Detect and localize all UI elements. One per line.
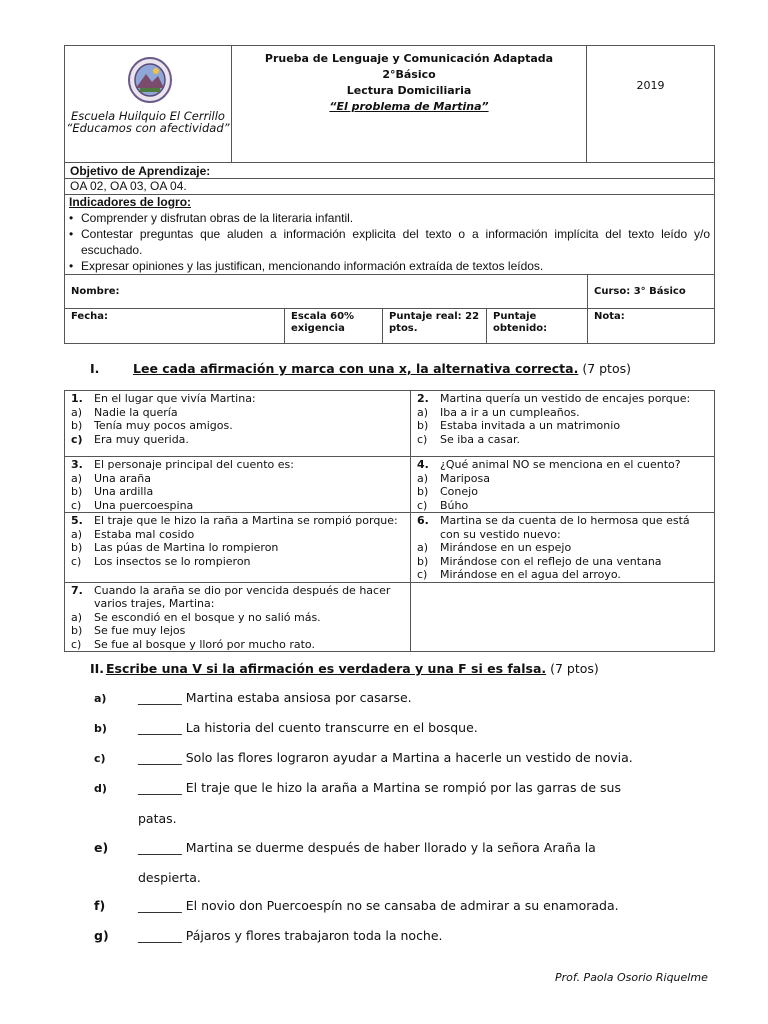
option-label: b)	[71, 624, 83, 637]
question-text: Martina se da cuenta de lo hermosa que está con su vestido nuevo:	[440, 514, 690, 541]
tf-label: e)	[94, 840, 109, 855]
option-label: c)	[417, 432, 428, 446]
tf-statement-continuation: patas.	[138, 811, 177, 826]
question-4	[411, 457, 715, 513]
answer-blank[interactable]: _______	[138, 780, 182, 795]
indicators-list	[69, 210, 710, 274]
tf-item-a	[94, 690, 714, 706]
school-logo-icon	[126, 56, 174, 104]
option-label: c)	[71, 432, 83, 446]
question-5	[65, 513, 411, 583]
option-label: b)	[71, 419, 83, 432]
tf-statement: Martina estaba ansiosa por casarse.	[185, 690, 412, 705]
option[interactable]	[71, 419, 407, 433]
tf-statement: Solo las flores lograron ayudar a Martina a hacerle un vestido de novia.	[185, 750, 633, 765]
tf-item-e	[94, 840, 714, 885]
question-number: 3.	[71, 458, 83, 471]
question-number: 7.	[71, 583, 83, 597]
option-label: b)	[417, 485, 429, 498]
option-text: Se fue al bosque y lloró por mucho rato.	[94, 637, 315, 651]
section-2-points: (7 ptos)	[546, 661, 599, 676]
option[interactable]	[417, 499, 711, 513]
question-text: Martina quería un vestido de encajes porque:	[440, 392, 691, 405]
objective-cell	[65, 163, 715, 179]
option[interactable]	[71, 499, 407, 513]
obtained-score-field[interactable]	[487, 309, 588, 344]
grade-label: Nota:	[594, 311, 625, 322]
obtained-score-label: Puntaje obtenido:	[493, 311, 548, 334]
option[interactable]	[71, 541, 407, 555]
indicators-label: Indicadores de logro:	[69, 195, 192, 209]
question-number: 2.	[417, 392, 429, 405]
option-text: Se escondió en el bosque y no salió más.	[94, 610, 321, 624]
option-label: a)	[71, 471, 83, 485]
author-footer: Prof. Paola Osorio Riquelme	[555, 971, 708, 984]
option-label: a)	[71, 405, 83, 419]
question-number: 4.	[417, 458, 429, 471]
option[interactable]	[71, 472, 407, 486]
tf-statement: El novio don Puercoespín no se cansaba de admirar a su enamorada.	[185, 898, 619, 913]
tf-statement: El traje que le hizo la araña a Martina se rompió por las garras de sus	[185, 780, 621, 795]
option-text: Era muy querida.	[94, 432, 189, 446]
section-1-numeral: I.	[90, 361, 100, 376]
tf-label: f)	[94, 898, 106, 913]
option[interactable]	[71, 555, 407, 569]
tf-statement-continuation: despierta.	[138, 870, 201, 885]
name-label: Nombre:	[71, 286, 120, 297]
title-line-2: 2°Básico	[382, 68, 436, 81]
option-label: b)	[417, 554, 429, 568]
answer-blank[interactable]: _______	[138, 840, 182, 855]
option-label: c)	[417, 498, 428, 512]
indicator-item: • Comprender y disfrutan obras de la literaria infantil.	[69, 210, 710, 226]
empty-cell	[411, 582, 715, 652]
option-text: Conejo	[440, 485, 478, 498]
option-text: Nadie la quería	[94, 405, 178, 419]
option-text: Mirándose con el reflejo de una ventana	[440, 554, 662, 568]
option-label: a)	[417, 405, 429, 419]
option[interactable]	[71, 485, 407, 499]
option[interactable]	[71, 528, 407, 542]
title-line-3: Lectura Domiciliaria	[346, 84, 472, 97]
section-1-instruction: Lee cada afirmación y marca con una x, la alternativa correcta.	[133, 361, 579, 376]
option-text: Mirándose en un espejo	[440, 541, 572, 554]
option-text: Tenía muy pocos amigos.	[94, 419, 233, 432]
title-line-1: Prueba de Lenguaje y Comunicación Adaptada	[264, 52, 554, 65]
option-label: a)	[71, 610, 83, 624]
option[interactable]	[71, 433, 407, 447]
option[interactable]	[417, 433, 711, 447]
option-text: Mirándose en el agua del arroyo.	[440, 568, 621, 581]
option-text: Búho	[440, 498, 469, 512]
objective-codes: OA 02, OA 03, OA 04.	[65, 179, 715, 195]
question-text: ¿Qué animal NO se menciona en el cuento?	[440, 458, 681, 471]
tf-label: g)	[94, 928, 109, 943]
answer-blank[interactable]: _______	[138, 928, 182, 943]
school-name-text: Escuela Huilquio El Cerrillo	[71, 109, 225, 123]
question-text: En el lugar que vivía Martina:	[94, 392, 256, 405]
indicators-cell	[65, 195, 715, 275]
option[interactable]	[417, 485, 711, 499]
test-title	[232, 46, 587, 163]
option-label: c)	[71, 554, 82, 568]
option-label: b)	[71, 541, 83, 554]
option-label: b)	[417, 419, 429, 432]
option[interactable]	[71, 611, 407, 625]
question-text: Cuando la araña se dio por vencida después de hacer varios trajes, Martina:	[94, 583, 391, 610]
option-label: a)	[71, 527, 83, 541]
real-score-label: Puntaje real: 22 ptos.	[383, 309, 487, 344]
option-text: Una ardilla	[94, 485, 154, 498]
option-text: Mariposa	[440, 471, 490, 485]
option-label: c)	[417, 568, 428, 581]
question-1	[65, 391, 411, 457]
tf-item-d	[94, 780, 714, 826]
student-info-table	[64, 274, 715, 344]
option-text: Una puercoespina	[94, 498, 194, 512]
indicator-item: • Expresar opiniones y las justifican, mencionando información extraída de textos leídos.	[69, 258, 710, 274]
question-text: El traje que le hizo la raña a Martina se rompió porque:	[94, 514, 398, 527]
answer-blank[interactable]: _______	[138, 750, 182, 765]
option-text: Se fue muy lejos	[94, 624, 186, 637]
objective-label: Objetivo de Aprendizaje:	[70, 164, 211, 178]
school-cell	[65, 46, 232, 163]
answer-blank[interactable]: _______	[138, 720, 182, 735]
tf-statement: La historia del cuento transcurre en el bosque.	[185, 720, 478, 735]
tf-label: a)	[94, 692, 107, 705]
question-number: 6.	[417, 514, 429, 527]
option-label: b)	[71, 485, 83, 498]
question-2	[411, 391, 715, 457]
questions-table	[64, 390, 715, 652]
option-label: c)	[71, 637, 82, 651]
option[interactable]	[417, 406, 711, 420]
option-text: Estaba mal cosido	[94, 527, 195, 541]
indicator-item: • Contestar preguntas que aluden a información explicita del texto o a información implícita del texto leído y/o escuchado.	[69, 226, 710, 258]
option-text: Iba a ir a un cumpleaños.	[440, 405, 580, 419]
date-field[interactable]	[65, 309, 285, 344]
question-3	[65, 457, 411, 513]
tf-item-b	[94, 720, 714, 736]
option-text: Los insectos se lo rompieron	[94, 554, 251, 568]
option[interactable]	[417, 555, 711, 569]
option[interactable]	[417, 568, 711, 582]
tf-statement: Martina se duerme después de haber llorado y la señora Araña la	[185, 840, 596, 855]
option-text: Se iba a casar.	[440, 432, 521, 446]
grade-field[interactable]	[588, 309, 715, 344]
option-text: Las púas de Martina lo rompieron	[94, 541, 279, 554]
option-label: c)	[71, 498, 82, 512]
school-name	[65, 110, 231, 134]
question-7	[65, 582, 411, 652]
question-number: 5.	[71, 514, 83, 527]
tf-label: b)	[94, 722, 107, 735]
option-text: Una araña	[94, 471, 151, 485]
option[interactable]	[417, 472, 711, 486]
date-label: Fecha:	[71, 311, 109, 322]
header-table	[64, 45, 715, 275]
option[interactable]	[71, 624, 407, 638]
question-number: 1.	[71, 392, 83, 405]
answer-blank[interactable]: _______	[138, 690, 182, 705]
option-text: Estaba invitada a un matrimonio	[440, 419, 621, 432]
option-label: a)	[417, 541, 429, 554]
year: 2019	[587, 46, 715, 163]
tf-item-c	[94, 750, 714, 766]
tf-statement: Pájaros y flores trabajaron toda la noche.	[185, 928, 443, 943]
question-6	[411, 513, 715, 583]
school-motto: “Educamos con afectividad”	[66, 121, 230, 135]
question-text: El personaje principal del cuento es:	[94, 458, 294, 471]
course-label: Curso: 3° Básico	[588, 275, 715, 309]
tf-label: d)	[94, 782, 107, 795]
option[interactable]	[417, 419, 711, 433]
scale-label: Escala 60% exigencia	[285, 309, 383, 344]
tf-label: c)	[94, 752, 106, 765]
answer-blank[interactable]: _______	[138, 898, 182, 913]
section-1-heading	[90, 361, 631, 376]
option[interactable]	[71, 638, 407, 652]
section-2-heading	[90, 661, 599, 676]
name-field[interactable]	[65, 275, 588, 309]
title-line-4: “El problema de Martina”	[329, 100, 489, 113]
section-2-instruction: Escribe una V si la afirmación es verdadera y una F si es falsa.	[106, 661, 547, 676]
option-label: a)	[417, 471, 429, 485]
tf-item-g	[94, 928, 714, 943]
tf-item-f	[94, 898, 714, 913]
section-1-points: (7 ptos)	[578, 361, 631, 376]
section-2-numeral: II.	[90, 661, 105, 676]
option[interactable]	[71, 406, 407, 420]
option[interactable]	[417, 541, 711, 555]
